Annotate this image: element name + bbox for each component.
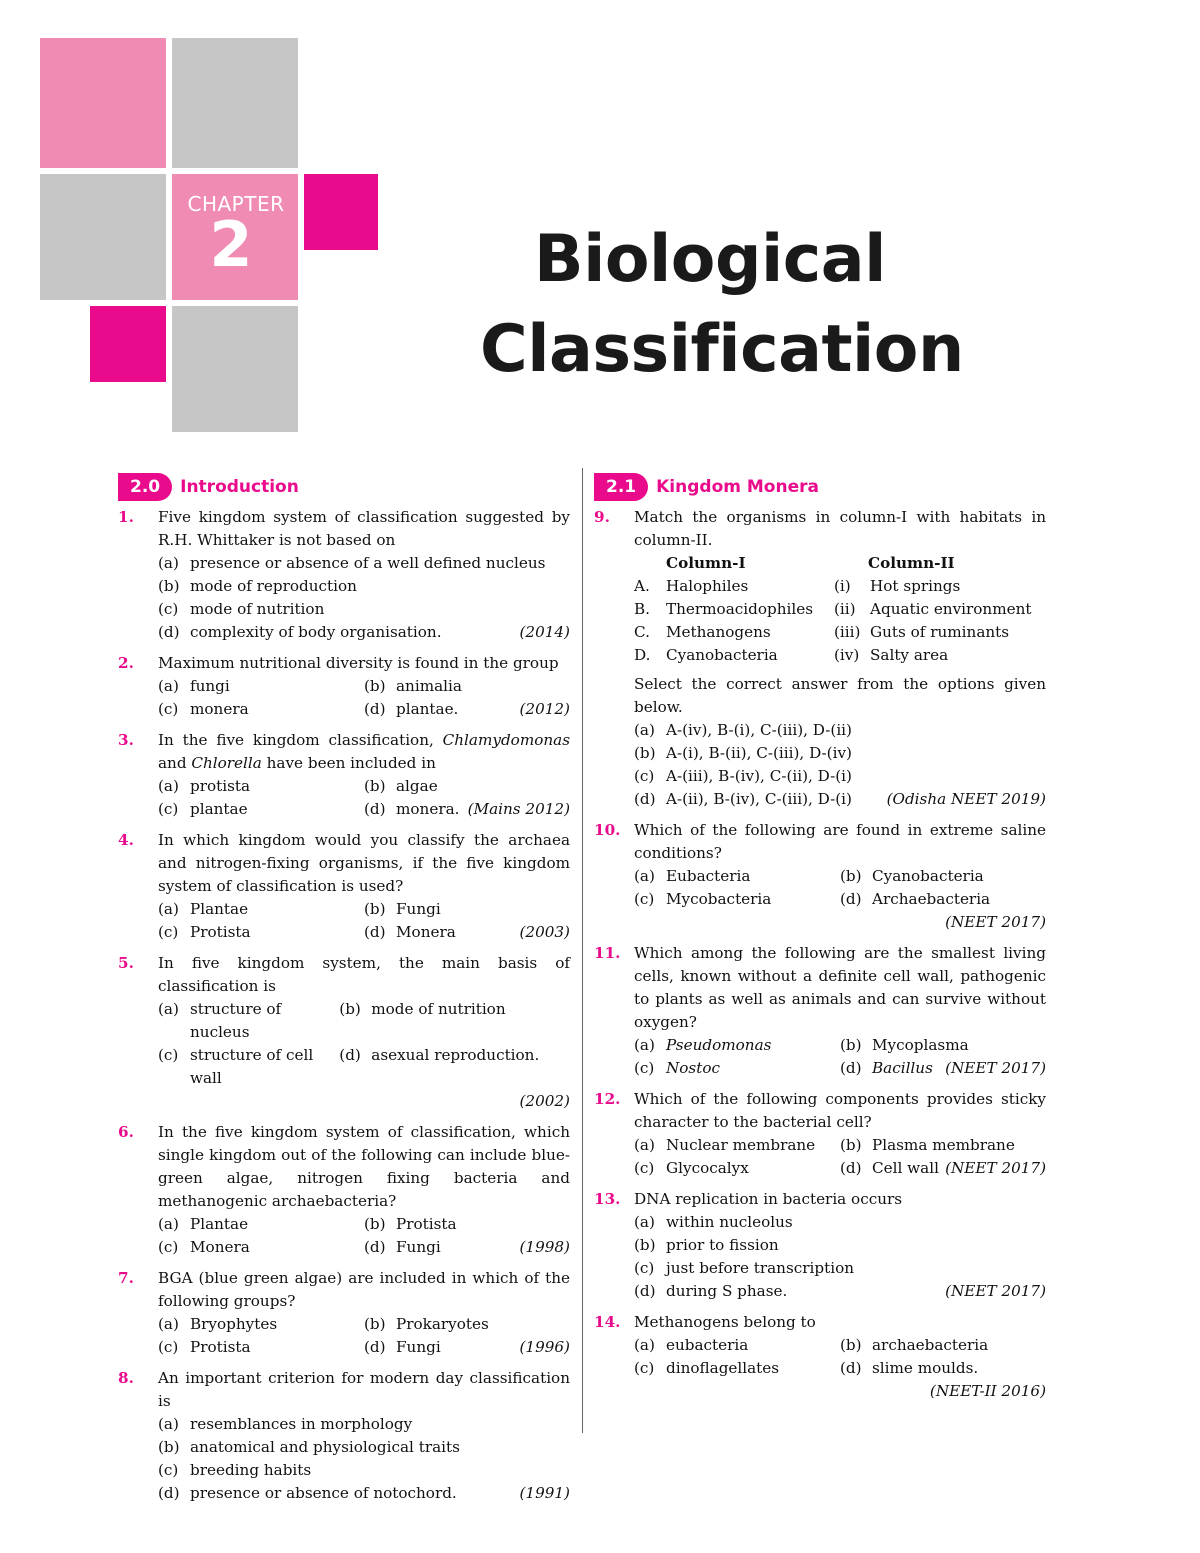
option-d: (d) presence or absence of notochord. (1991) [158,1482,570,1505]
option-c: (c) A-(iii), B-(iv), C-(ii), D-(i) [634,767,852,785]
option-d: (d) plantae. (2012) [364,698,570,721]
option-a: (a) Pseudomonas [634,1036,772,1054]
option-b: (b) animalia [364,677,462,695]
question-number: 2. [118,654,134,672]
option-d: (d) Monera (2003) [364,921,570,944]
exam-year: (2002) [519,1092,570,1110]
question-number: 5. [118,954,134,972]
option-d: (d) complexity of body organisation. (2014) [158,621,570,644]
option-c: (c) breeding habits [158,1461,312,1479]
option-b: (b) prior to fission [634,1236,779,1254]
question-number: 4. [118,831,134,849]
option-d: (d) slime moulds. [840,1359,979,1377]
chapter-number: 2 [209,208,253,281]
section-title: Introduction [180,476,299,497]
option-b: (b) anatomical and physiological traits [158,1438,460,1456]
exam-year: (1998) [519,1238,570,1256]
decor-block-pink-1 [40,38,166,168]
match-row: B. Thermoacidophiles (ii) Aquatic environment [634,600,1032,618]
option-a: (a) Plantae [158,1215,249,1233]
option-c: (c) Glycocalyx [634,1159,749,1177]
question-text: Which among the following are the smallest living cells, known without a definite cell wall, pathogenic to plants as well as animals and can survive without oxygen? [634,944,1046,1031]
chapter-title: Biological Classification [480,222,964,387]
exam-year: (2003) [519,923,570,941]
question-text: DNA replication in bacteria occurs [634,1190,903,1208]
option-b: (b) A-(i), B-(ii), C-(iii), D-(iv) [634,744,852,762]
instruction-text: Select the correct answer from the options given below. [634,675,1046,716]
option-b: (b) algae [364,777,438,795]
option-c: (c) monera [158,700,249,718]
option-c: (c) Protista [158,923,251,941]
decor-block-gray-1 [172,38,298,168]
question-6 [118,1121,570,1259]
question-text: In five kingdom system, the main basis of classification is [158,954,570,995]
option-a: (a) structure of nucleus [158,1000,282,1041]
option-d: (d) Cell wall (NEET 2017) [840,1157,1046,1180]
option-d: (d) Fungi (1996) [364,1336,570,1359]
option-b: (b) Mycoplasma [840,1036,969,1054]
match-row: A. Halophiles (i) Hot springs [634,577,961,595]
question-number: 12. [594,1090,621,1108]
question-number: 8. [118,1369,134,1387]
question-14 [594,1311,1046,1403]
option-d: (d) Fungi (1998) [364,1236,570,1259]
question-text: An important criterion for modern day classification is [158,1369,570,1410]
option-b: (b) Protista [364,1215,457,1233]
option-c: (c) Nostoc [634,1059,720,1077]
option-c: (c) dinoflagellates [634,1359,780,1377]
section-header-monera [594,472,1046,502]
question-10 [594,819,1046,934]
question-number: 3. [118,731,134,749]
question-5 [118,952,570,1113]
decor-block-gray-2 [40,174,166,300]
option-a: (a) Eubacteria [634,867,751,885]
section-title: Kingdom Monera [656,476,819,497]
question-number: 13. [594,1190,621,1208]
exam-year: (NEET 2017) [945,1159,1046,1177]
exam-year: (NEET 2017) [945,1059,1046,1077]
question-2 [118,652,570,721]
option-c: (c) Protista [158,1338,251,1356]
match-row: D. Cyanobacteria (iv) Salty area [634,646,949,664]
chapter-label: CHAPTER [187,192,285,216]
question-text: Methanogens belong to [634,1313,816,1331]
option-c: (c) Monera [158,1238,250,1256]
option-a: (a) Bryophytes [158,1315,278,1333]
option-c: (c) just before transcription [634,1259,854,1277]
question-text: Match the organisms in column-I with habitats in column-II. [634,508,1046,549]
decor-block-magenta-2 [90,306,166,382]
option-a: (a) Nuclear membrane [634,1136,816,1154]
option-b: (b) Plasma membrane [840,1136,1015,1154]
option-a: (a) protista [158,777,251,795]
option-b: (b) Fungi [364,900,441,918]
column-divider [582,468,583,1433]
question-8 [118,1367,570,1505]
question-11 [594,942,1046,1080]
question-12 [594,1088,1046,1180]
decor-block-magenta-1 [304,174,378,250]
exam-year: (2012) [519,700,570,718]
section-number-badge: 2.0 [118,473,172,501]
question-text: Which of the following are found in extreme saline conditions? [634,821,1046,862]
question-text: In the five kingdom system of classification, which single kingdom out of the following can include blue-green algae, nitrogen fixing bacteria and methanogenic archaebacteria? [158,1123,570,1210]
option-a: (a) fungi [158,677,230,695]
question-text: In the five kingdom classification, Chlamydomonas and Chlorella have been included in [158,731,570,772]
option-b: (b) archaebacteria [840,1336,989,1354]
option-a: (a) within nucleolus [634,1213,793,1231]
question-7 [118,1267,570,1359]
section-number-badge: 2.1 [594,473,648,501]
question-number: 7. [118,1269,134,1287]
question-text: BGA (blue green algae) are included in which of the following groups? [158,1269,570,1310]
question-number: 11. [594,944,621,962]
option-c: (c) plantae [158,800,248,818]
exam-year: (NEET-II 2016) [929,1382,1046,1400]
exam-year: (2014) [519,623,570,641]
match-row: C. Methanogens (iii) Guts of ruminants [634,623,1010,641]
question-number: 9. [594,508,610,526]
option-b: (b) Cyanobacteria [840,867,984,885]
left-column [118,472,570,1513]
exam-year: (Odisha NEET 2019) [886,790,1046,808]
option-a: (a) presence or absence of a well defined nucleus [158,554,546,572]
option-a: (a) Plantae [158,900,249,918]
section-header-intro [118,472,570,502]
exam-year: (1991) [519,1484,570,1502]
option-b: (b) mode of reproduction [158,577,357,595]
option-a: (a) resemblances in morphology [158,1415,413,1433]
option-d: (d) during S phase. (NEET 2017) [634,1280,1046,1303]
option-c: (c) mode of nutrition [158,600,325,618]
question-3 [118,729,570,821]
exam-year: (NEET 2017) [945,913,1046,931]
option-d: (d) A-(ii), B-(iv), C-(iii), D-(i) (Odisha NEET 2019) [634,788,1046,811]
question-text: In which kingdom would you classify the archaea and nitrogen-fixing organisms, if the five kingdom system of classification is used? [158,831,570,895]
option-b: (b) Prokaryotes [364,1315,489,1333]
question-1 [118,506,570,644]
exam-year: (Mains 2012) [467,800,570,818]
exam-year: (NEET 2017) [945,1282,1046,1300]
option-a: (a) A-(iv), B-(i), C-(iii), D-(ii) [634,721,852,739]
match-table-header: Column-I Column-II [666,554,955,572]
question-4 [118,829,570,944]
option-c: (c) Mycobacteria [634,890,772,908]
option-b: (b) mode of nutrition [339,1000,506,1018]
option-c: (c) structure of cell wall [158,1046,314,1087]
option-d: (d) Archaebacteria [840,890,991,908]
question-text: Five kingdom system of classification suggested by R.H. Whittaker is not based on [158,508,570,549]
question-number: 10. [594,821,621,839]
question-number: 1. [118,508,134,526]
option-d: (d) monera. (Mains 2012) [364,798,570,821]
question-13 [594,1188,1046,1303]
option-a: (a) eubacteria [634,1336,749,1354]
question-text: Maximum nutritional diversity is found in the group [158,654,559,672]
exam-year: (1996) [519,1338,570,1356]
decor-block-gray-3 [172,306,298,432]
question-9 [594,506,1046,811]
option-d: (d) Bacillus (NEET 2017) [840,1057,1046,1080]
question-number: 14. [594,1313,621,1331]
right-column [594,472,1046,1411]
question-number: 6. [118,1123,134,1141]
question-text: Which of the following components provides sticky character to the bacterial cell? [634,1090,1046,1131]
option-d: (d) asexual reproduction. [339,1046,540,1064]
